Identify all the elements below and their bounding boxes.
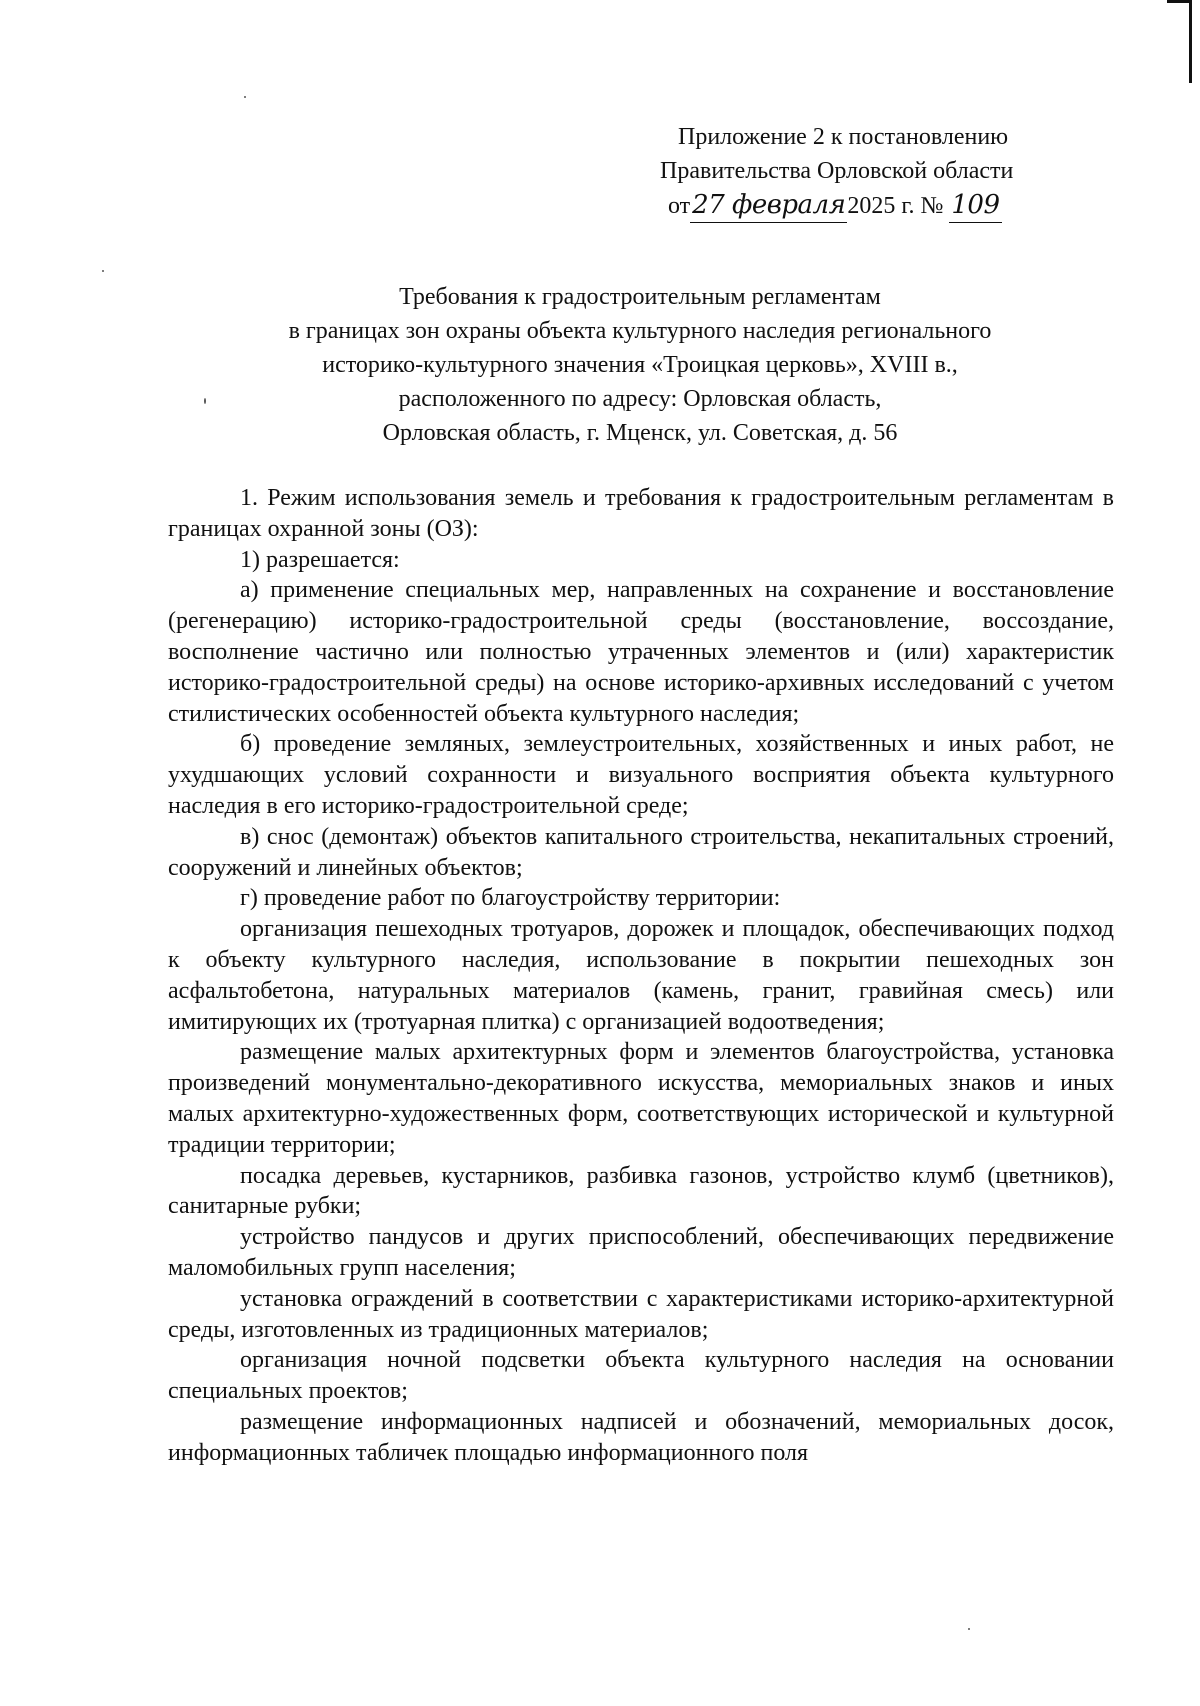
date-year: 2025 г. № (847, 193, 944, 219)
paragraph-signage: размещение информационных надписей и обозначений, мемориальных досок, информационных табличек площадью информационного поля (168, 1408, 1114, 1466)
date-prefix: от (668, 193, 691, 219)
paragraph-item-v: в) снос (демонтаж) объектов капитального строительства, некапитальных строений, сооружений и линейных объектов; (168, 823, 1114, 881)
appendix-line-2: Правительства Орловской области (660, 158, 1014, 184)
title-line: в границах зон охраны объекта культурного наследия регионального (288, 318, 992, 344)
paragraph-section-1: 1. Режим использования земель и требования к градостроительным регламентам в границах охранной зоны (ОЗ): (168, 485, 1114, 542)
scan-speck (968, 1628, 970, 1630)
appendix-header (660, 120, 1080, 223)
paragraph-ramps: устройство пандусов и других приспособлений, обеспечивающих передвижение маломобильных групп населения; (168, 1224, 1114, 1281)
title-line: Орловская область, г. Мценск, ул. Советская, д. 56 (382, 420, 898, 446)
scan-speck (102, 270, 104, 272)
paragraph-small-forms: размещение малых архитектурных форм и элементов благоустройства, установка произведений монументально-декоративного искусства, мемориальных знаков и иных малых архитектурно-художественных форм, соответствующих исторической и культурной традиции территории; (168, 1039, 1114, 1158)
title-line: Требования к градостроительным регламентам (399, 284, 881, 310)
paragraph-planting: посадка деревьев, кустарников, разбивка газонов, устройство клумб (цветников), санитарные рубки; (168, 1162, 1114, 1220)
paragraph-item-1: 1) разрешается: (240, 546, 400, 573)
paragraph-item-g: г) проведение работ по благоустройству территории: (240, 885, 781, 912)
appendix-line-1: Приложение 2 к постановлению (678, 124, 1009, 150)
paragraph-item-b: б) проведение земляных, землеустроительных, хозяйственных и иных работ, не ухудшающих условий сохранности и визуального восприятия объекта культурного наследия в его историко-градостроительной среде; (168, 731, 1114, 819)
paragraph-fences: установка ограждений в соответствии с характеристиками историко-архитектурной среды, изготовленных из традиционных материалов; (168, 1285, 1114, 1343)
handwritten-date: 27 февраля (690, 188, 847, 223)
document-title (160, 280, 1120, 450)
handwritten-number: 109 (949, 188, 1001, 223)
scan-corner-mark (1167, 0, 1192, 83)
paragraph-sidewalks: организация пешеходных тротуаров, дорожек и площадок, обеспечивающих подход к объекту культурного наследия, использование в покрытии пешеходных зон асфальтобетона, натуральных материалов (камень, гранит, гравийная смесь) или имитирующих их (тротуарная плитка) с организацией водоотведения; (168, 916, 1114, 1035)
paragraph-item-a: а) применение специальных мер, направленных на сохранение и восстановление (регенерацию) историко-градостроительной среды (восстановление, воссоздание, восполнение частично или полностью утраченных элементов и (или) характеристик историко-градостроительной среды) на основе историко-архивных исследований с учетом стилистических особенностей объекта культурного наследия; (168, 577, 1114, 727)
scan-speck (244, 96, 246, 98)
title-line: расположенного по адресу: Орловская область, (398, 386, 882, 412)
appendix-date-line (660, 188, 1080, 223)
document-body (168, 483, 1114, 1469)
paragraph-lighting: организация ночной подсветки объекта культурного наследия на основании специальных проектов; (168, 1347, 1114, 1405)
title-line: историко-культурного значения «Троицкая церковь», XVIII в., (322, 352, 958, 378)
